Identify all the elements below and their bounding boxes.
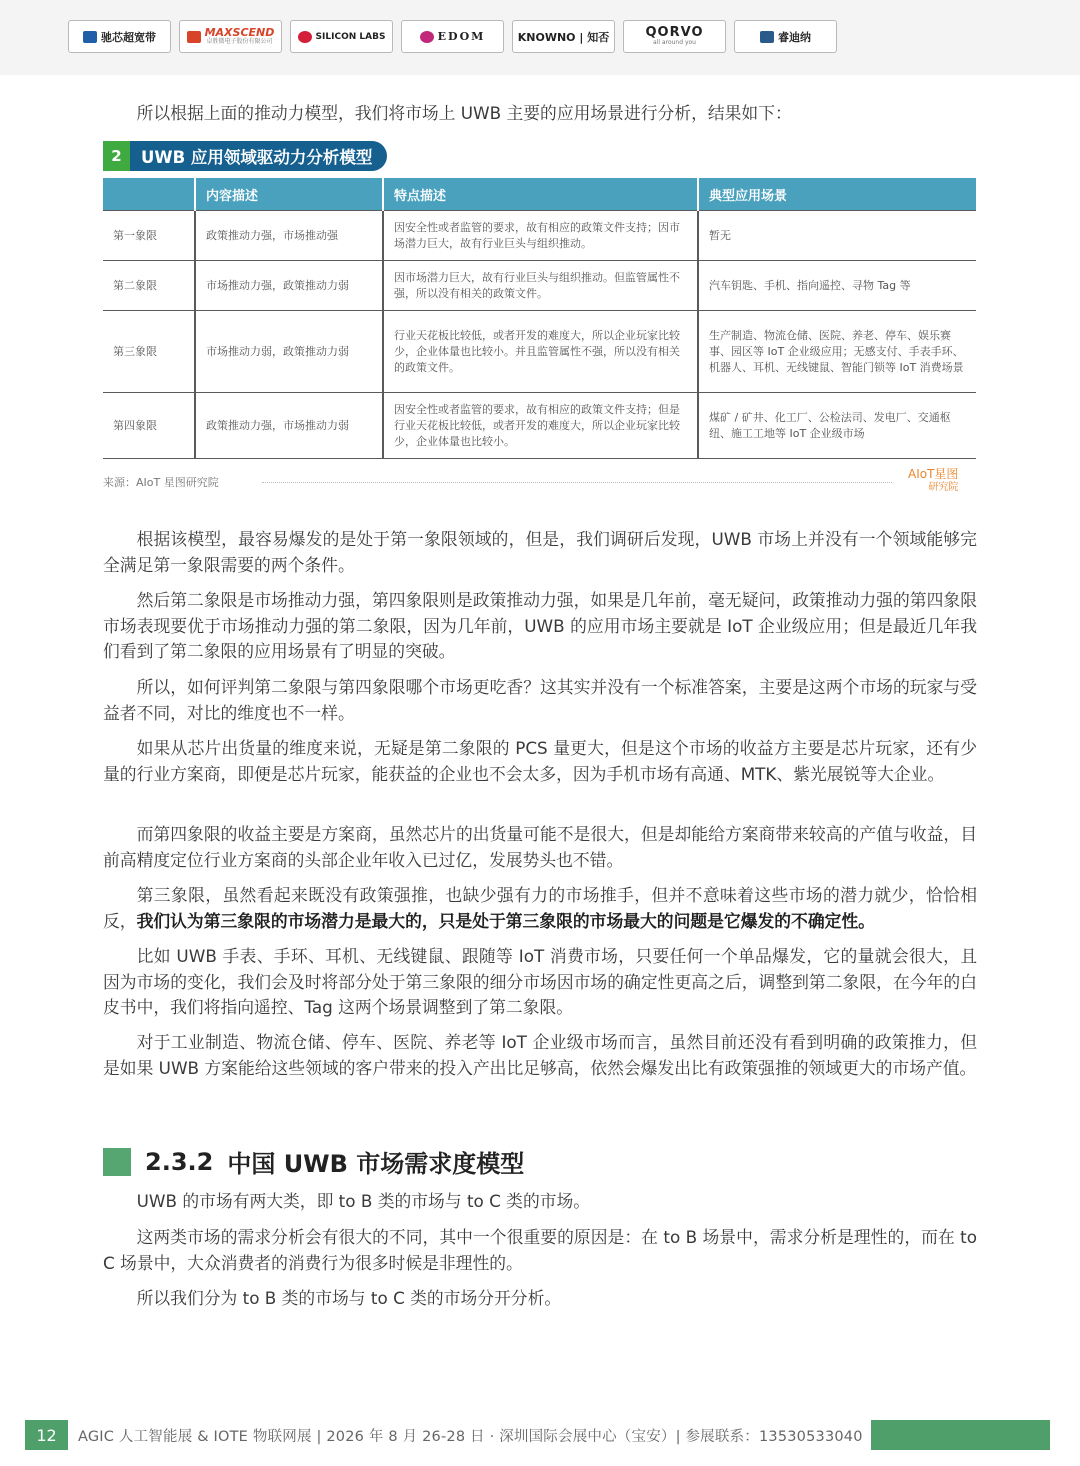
logo-silicon-labs [290,20,393,53]
table-header-content: 内容描述 [195,178,383,211]
body-paragraph-3: 所以，如何评判第二象限与第四象限哪个市场更吃香？这其实并没有一个标准答案，主要是这两个市场的玩家与受益者不同，对比的维度也不一样。 [103,677,977,723]
maxscend-logo-mark [187,31,201,43]
footer-bar [871,1420,1050,1450]
logo-maxscend [179,20,282,53]
section-heading-marker [103,1148,131,1176]
table-cell-features: 因市场潜力巨大，故有行业巨头与组织推动。但监管属性不强，所以没有相关的政策文件。 [383,261,698,311]
logo-knowno [512,20,615,53]
ruidina-logo-mark [760,31,774,43]
table-cell-scenarios: 汽车钥匙、手机、指向遥控、寻物 Tag 等 [698,261,976,311]
page-footer [25,1420,1050,1450]
driver-model-table [103,178,976,459]
table-cell-content: 政策推动力强，市场推动强 [195,211,383,261]
logo-maxscend-sub: 卓胜微电子股份有限公司 [206,38,273,46]
figure-title-text: UWB 应用领域驱动力分析模型 [130,141,387,171]
body-paragraph-8: 对于工业制造、物流仓储、停车、医院、养老等 IoT 企业级市场而言，虽然目前还没有看到明确的政策推力，但是如果 UWB 方案能给这些领域的客户带来的投入产出比足够高，依然会爆发出比有政策强推的领域更大的市场产值。 [103,1032,977,1078]
logo-chixin [68,20,171,53]
logo-ruidina [734,20,837,53]
logo-ruidina-text: 睿迪纳 [778,30,811,44]
footer-text: AGIC 人工智能展 & IOTE 物联网展 | 2026 年 8 月 26-28 日 · 深圳国际会展中心（宝安）| 参展联系：13530533040 [78,1428,863,1445]
logo-silicon-labs-text: SILICON LABS [315,31,386,42]
table-row [103,311,976,393]
table-cell-content: 市场推动力弱，政策推动力弱 [195,311,383,393]
table-row [103,393,976,459]
source-divider [262,482,892,483]
paragraph-6-bold: 我们认为第三象限的市场潜力是最大的，只是处于第三象限的市场最大的问题是它爆发的不确定性。 [136,910,875,931]
logo-qorvo-sub: all around you [653,39,696,47]
body-paragraph-11: 所以我们分为 to B 类的市场与 to C 类的市场分开分析。 [136,1288,562,1308]
sponsor-logo-row [68,20,837,53]
table-cell-quadrant: 第二象限 [103,261,195,311]
edom-logo-mark [420,31,434,43]
body-paragraph-6 [103,883,977,934]
logo-chixin-text: 驰芯超宽带 [101,30,156,44]
paragraph-6-plain: 第三象限，虽然看起来既没有政策强推，也缺少强有力的市场推手，但并不意味着这些市场的潜力就少，恰恰相反， [103,885,977,931]
aiot-brand-main: AIoT星图 [908,467,959,481]
table-cell-scenarios: 煤矿 / 矿井、化工厂、公检法司、发电厂、交通枢纽、施工工地等 IoT 企业级市场 [698,393,976,459]
table-cell-features: 行业天花板比较低，或者开发的难度大，所以企业玩家比较少，企业体量也比较小。并且监管属性不强，所以没有相关的政策文件。 [383,311,698,393]
table-header-row [103,178,976,211]
logo-edom-text: EDOM [437,30,486,43]
figure-source: 来源：AIoT 星图研究院 [103,476,219,489]
logo-qorvo [623,20,726,53]
aiot-research-logo [908,468,958,494]
aiot-brand-sub: 研究院 [928,482,959,493]
table-row [103,261,976,311]
section-heading [103,1144,524,1179]
body-paragraph-5: 而第四象限的收益主要是方案商，虽然芯片的出货量可能不是很大，但是却能给方案商带来较高的产值与收益，目前高精度定位行业方案商的头部企业年收入已过亿，发展势头也不错。 [103,824,977,870]
table-cell-content: 政策推动力强，市场推动力弱 [195,393,383,459]
body-paragraph-4: 如果从芯片出货量的维度来说，无疑是第二象限的 PCS 量更大，但是这个市场的收益方主要是芯片玩家，还有少量的行业方案商，即便是芯片玩家，能获益的企业也不会太多，因为手机市场有高通、MTK、紫光展锐等大企业。 [103,738,977,784]
body-paragraph-1: 根据该模型，最容易爆发的是处于第一象限领域的，但是，我们调研后发现，UWB 市场上并没有一个领域能够完全满足第一象限需要的两个条件。 [103,529,977,575]
section-number: 2.3.2 [145,1147,214,1176]
section-title: 中国 UWB 市场需求度模型 [227,1150,525,1178]
logo-edom [401,20,504,53]
body-paragraph-10: 这两类市场的需求分析会有很大的不同，其中一个很重要的原因是：在 to B 场景中，需求分析是理性的，而在 to C 场景中，大众消费者的消费行为很多时候是非理性的。 [103,1227,977,1273]
body-paragraph-2: 然后第二象限是市场推动力强，第四象限则是政策推动力强，如果是几年前，毫无疑问，政策推动力强的第四象限市场表现要优于市场推动力强的第二象限，因为几年前，UWB 的应用市场主要就是 IoT 企业级应用；但是最近几年我们看到了第二象限的应用场景有了明显的突破。 [103,590,977,661]
table-cell-content: 市场推动力强，政策推动力弱 [195,261,383,311]
table-cell-quadrant: 第一象限 [103,211,195,261]
figure-number: 2 [103,141,130,171]
table-cell-features: 因安全性或者监管的要求，故有相应的政策文件支持；因市场潜力巨大，故有行业巨头与组织推动。 [383,211,698,261]
table-header-features: 特点描述 [383,178,698,211]
table-row [103,211,976,261]
table-cell-quadrant: 第三象限 [103,311,195,393]
table-cell-scenarios: 暂无 [698,211,976,261]
body-paragraph-9: UWB 的市场有两大类，即 to B 类的市场与 to C 类的市场。 [136,1191,591,1211]
body-paragraph-7: 比如 UWB 手表、手环、耳机、无线键鼠、跟随等 IoT 消费市场，只要任何一个单品爆发，它的量就会很大，且因为市场的变化，我们会及时将部分处于第三象限的细分市场因市场的确定性更高之后，调整到第二象限，在今年的白皮书中，我们将指向遥控、Tag 这两个场景调整到了第二象限。 [103,946,977,1017]
silicon-labs-logo-mark [298,31,312,43]
logo-maxscend-text: MAXSCEND [204,26,275,40]
logo-qorvo-text: QORVO [645,25,704,41]
chixin-logo-mark [83,31,97,43]
table-header-scenarios: 典型应用场景 [698,178,976,211]
logo-knowno-text: KNOWNO | 知否 [517,30,610,44]
table-cell-scenarios: 生产制造、物流仓储、医院、养老、停车、娱乐赛事、园区等 IoT 企业级应用；无感支付、手表手环、机器人、耳机、无线键鼠、智能门锁等 IoT 消费场景 [698,311,976,393]
table-cell-features: 因安全性或者监管的要求，故有相应的政策文件支持；但是行业天花板比较低，或者开发的难度大，所以企业玩家比较少，企业体量也比较小。 [383,393,698,459]
table-cell-quadrant: 第四象限 [103,393,195,459]
intro-paragraph: 所以根据上面的推动力模型，我们将市场上 UWB 主要的应用场景进行分析，结果如下： [136,103,792,123]
page-number: 12 [25,1420,68,1450]
figure-title [103,141,387,171]
table-header-blank [103,178,195,211]
